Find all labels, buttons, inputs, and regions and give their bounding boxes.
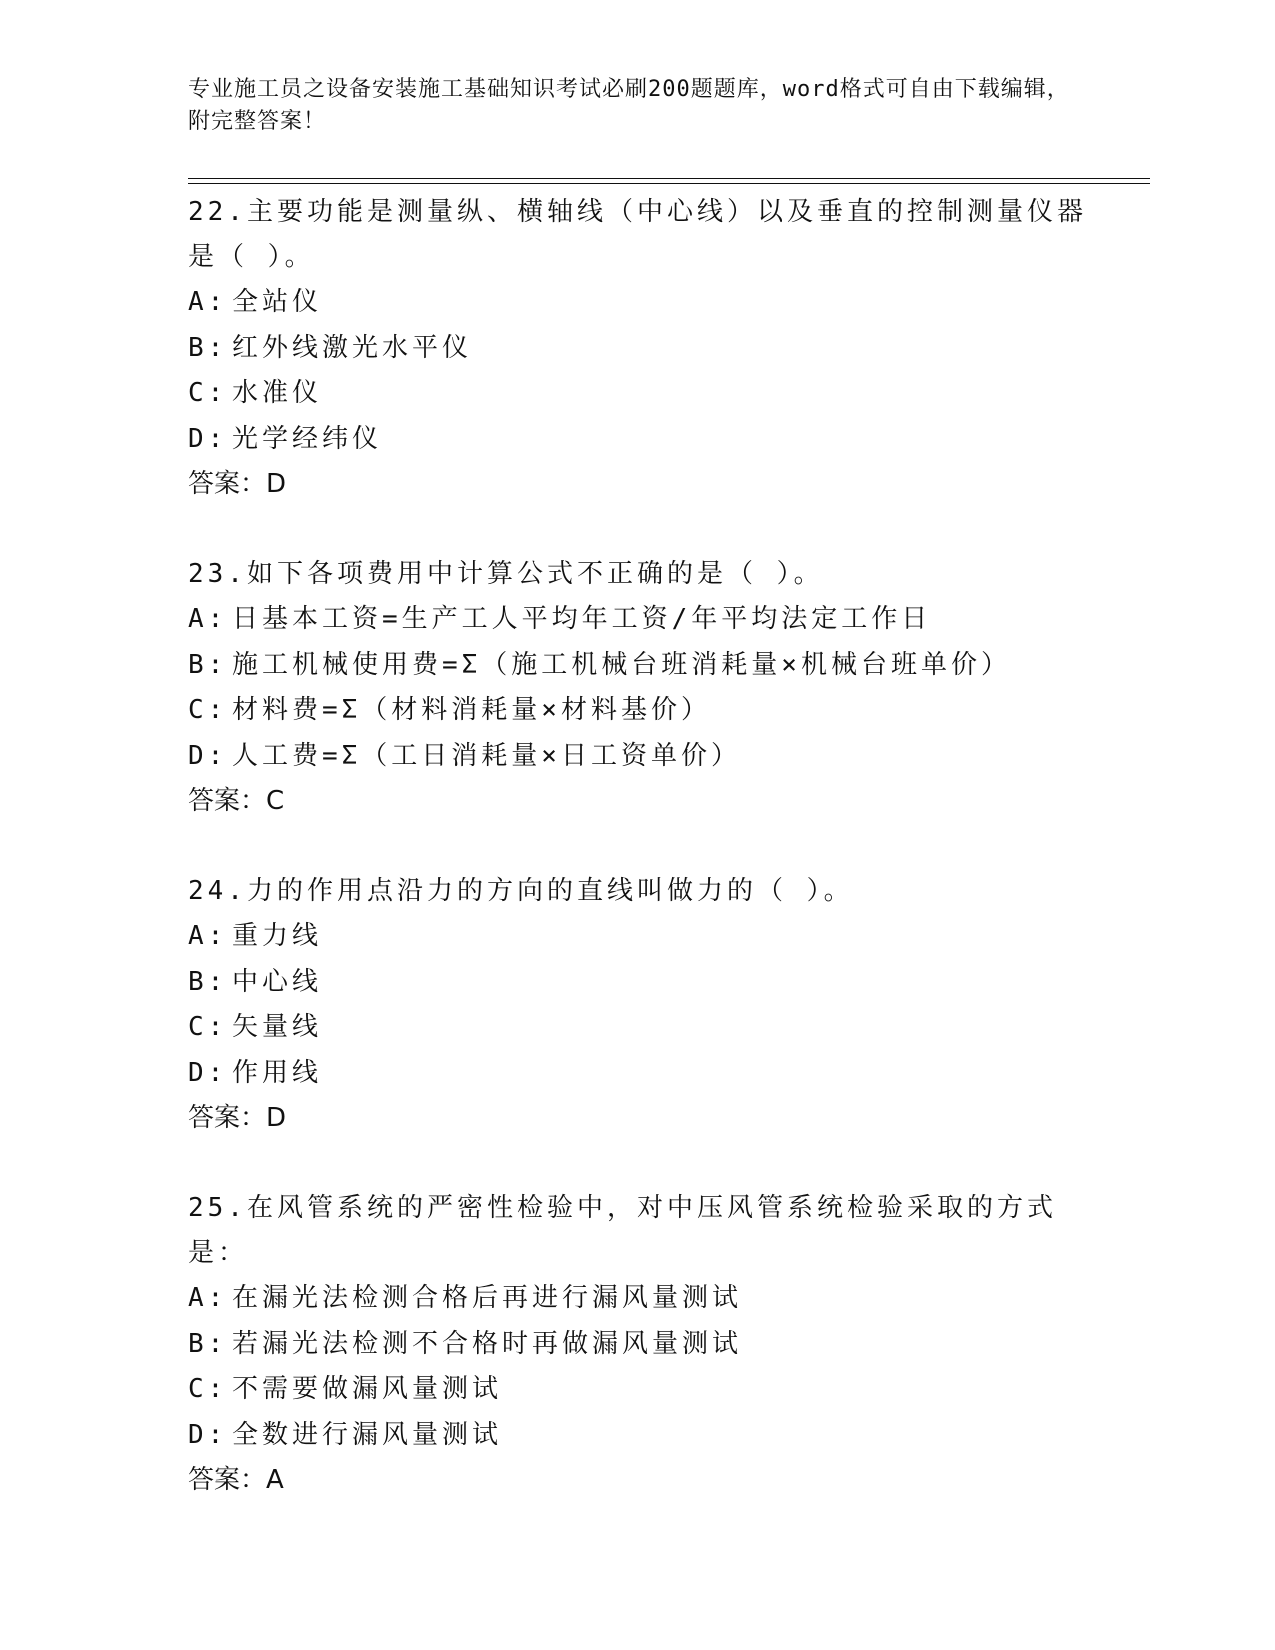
header-rule-top	[188, 178, 1150, 179]
option-text: 若漏光法检测不合格时再做漏风量测试	[232, 1328, 743, 1359]
document-header: 专业施工员之设备安装施工基础知识考试必刷200题题库，word格式可自由下载编辑，附完整答案！	[188, 77, 1070, 134]
option-letter: C:	[188, 695, 228, 725]
answer-text: 答案：C	[188, 786, 285, 816]
option-text: 日基本工资=生产工人平均年工资/年平均法定工作日	[232, 604, 932, 634]
option-text: 不需要做漏风量测试	[232, 1374, 503, 1404]
question-text: 22.主要功能是测量纵、横轴线（中心线）以及垂直的控制测量仪器是（ ）。	[188, 197, 1087, 272]
option-d	[188, 1413, 1088, 1459]
answer-text: 答案：D	[188, 1103, 287, 1133]
answer-text: 答案：D	[188, 469, 287, 499]
question-24	[188, 869, 1088, 1141]
answer-text: 答案：A	[188, 1465, 284, 1495]
option-c	[188, 1005, 1088, 1051]
option-text: 材料费=Σ（材料消耗量×材料基价）	[232, 695, 711, 725]
question-22	[188, 190, 1088, 507]
option-d	[188, 734, 1088, 780]
option-text: 施工机械使用费=Σ（施工机械台班消耗量×机械台班单价）	[232, 649, 1011, 680]
option-letter: D:	[188, 1057, 228, 1088]
option-letter: B:	[188, 332, 228, 363]
option-letter: A:	[188, 1283, 228, 1313]
option-letter: D:	[188, 1419, 228, 1450]
option-a	[188, 914, 1088, 960]
option-letter: C:	[188, 1012, 228, 1042]
option-a	[188, 280, 1088, 326]
question-23	[188, 552, 1088, 824]
question-25	[188, 1186, 1088, 1503]
question-list	[188, 190, 1088, 1503]
option-text: 在漏光法检测合格后再进行漏风量测试	[232, 1283, 743, 1313]
option-c	[188, 371, 1088, 417]
option-letter: C:	[188, 378, 228, 408]
option-text: 作用线	[232, 1057, 323, 1088]
option-letter: A:	[188, 287, 228, 317]
option-text: 水准仪	[232, 378, 323, 408]
option-letter: C:	[188, 1374, 228, 1404]
header-rule-bottom	[188, 183, 1150, 184]
option-letter: A:	[188, 604, 228, 634]
option-text: 光学经纬仪	[232, 423, 383, 454]
option-text: 矢量线	[232, 1012, 323, 1042]
option-letter: B:	[188, 649, 228, 680]
option-letter: D:	[188, 423, 228, 454]
option-c	[188, 688, 1088, 734]
option-text: 全数进行漏风量测试	[232, 1419, 503, 1450]
spacer	[188, 1141, 1088, 1186]
spacer	[188, 507, 1088, 552]
option-a	[188, 597, 1088, 643]
option-a	[188, 1276, 1088, 1322]
option-text: 人工费=Σ（工日消耗量×日工资单价）	[232, 740, 741, 771]
option-d	[188, 417, 1088, 463]
option-text: 中心线	[232, 966, 323, 997]
question-text: 25.在风管系统的严密性检验中，对中压风管系统检验采取的方式是：	[188, 1193, 1057, 1268]
option-letter: D:	[188, 740, 228, 771]
option-b	[188, 326, 1088, 372]
option-letter: A:	[188, 921, 228, 951]
question-text: 23.如下各项费用中计算公式不正确的是（ ）。	[188, 559, 824, 589]
option-letter: B:	[188, 1328, 228, 1359]
option-text: 红外线激光水平仪	[232, 332, 473, 363]
option-text: 重力线	[232, 921, 323, 951]
option-b	[188, 643, 1088, 689]
option-b	[188, 960, 1088, 1006]
option-text: 全站仪	[232, 287, 323, 317]
option-c	[188, 1367, 1088, 1413]
option-b	[188, 1322, 1088, 1368]
question-text: 24.力的作用点沿力的方向的直线叫做力的（ ）。	[188, 876, 854, 906]
spacer	[188, 824, 1088, 869]
option-letter: B:	[188, 966, 228, 997]
option-d	[188, 1051, 1088, 1097]
